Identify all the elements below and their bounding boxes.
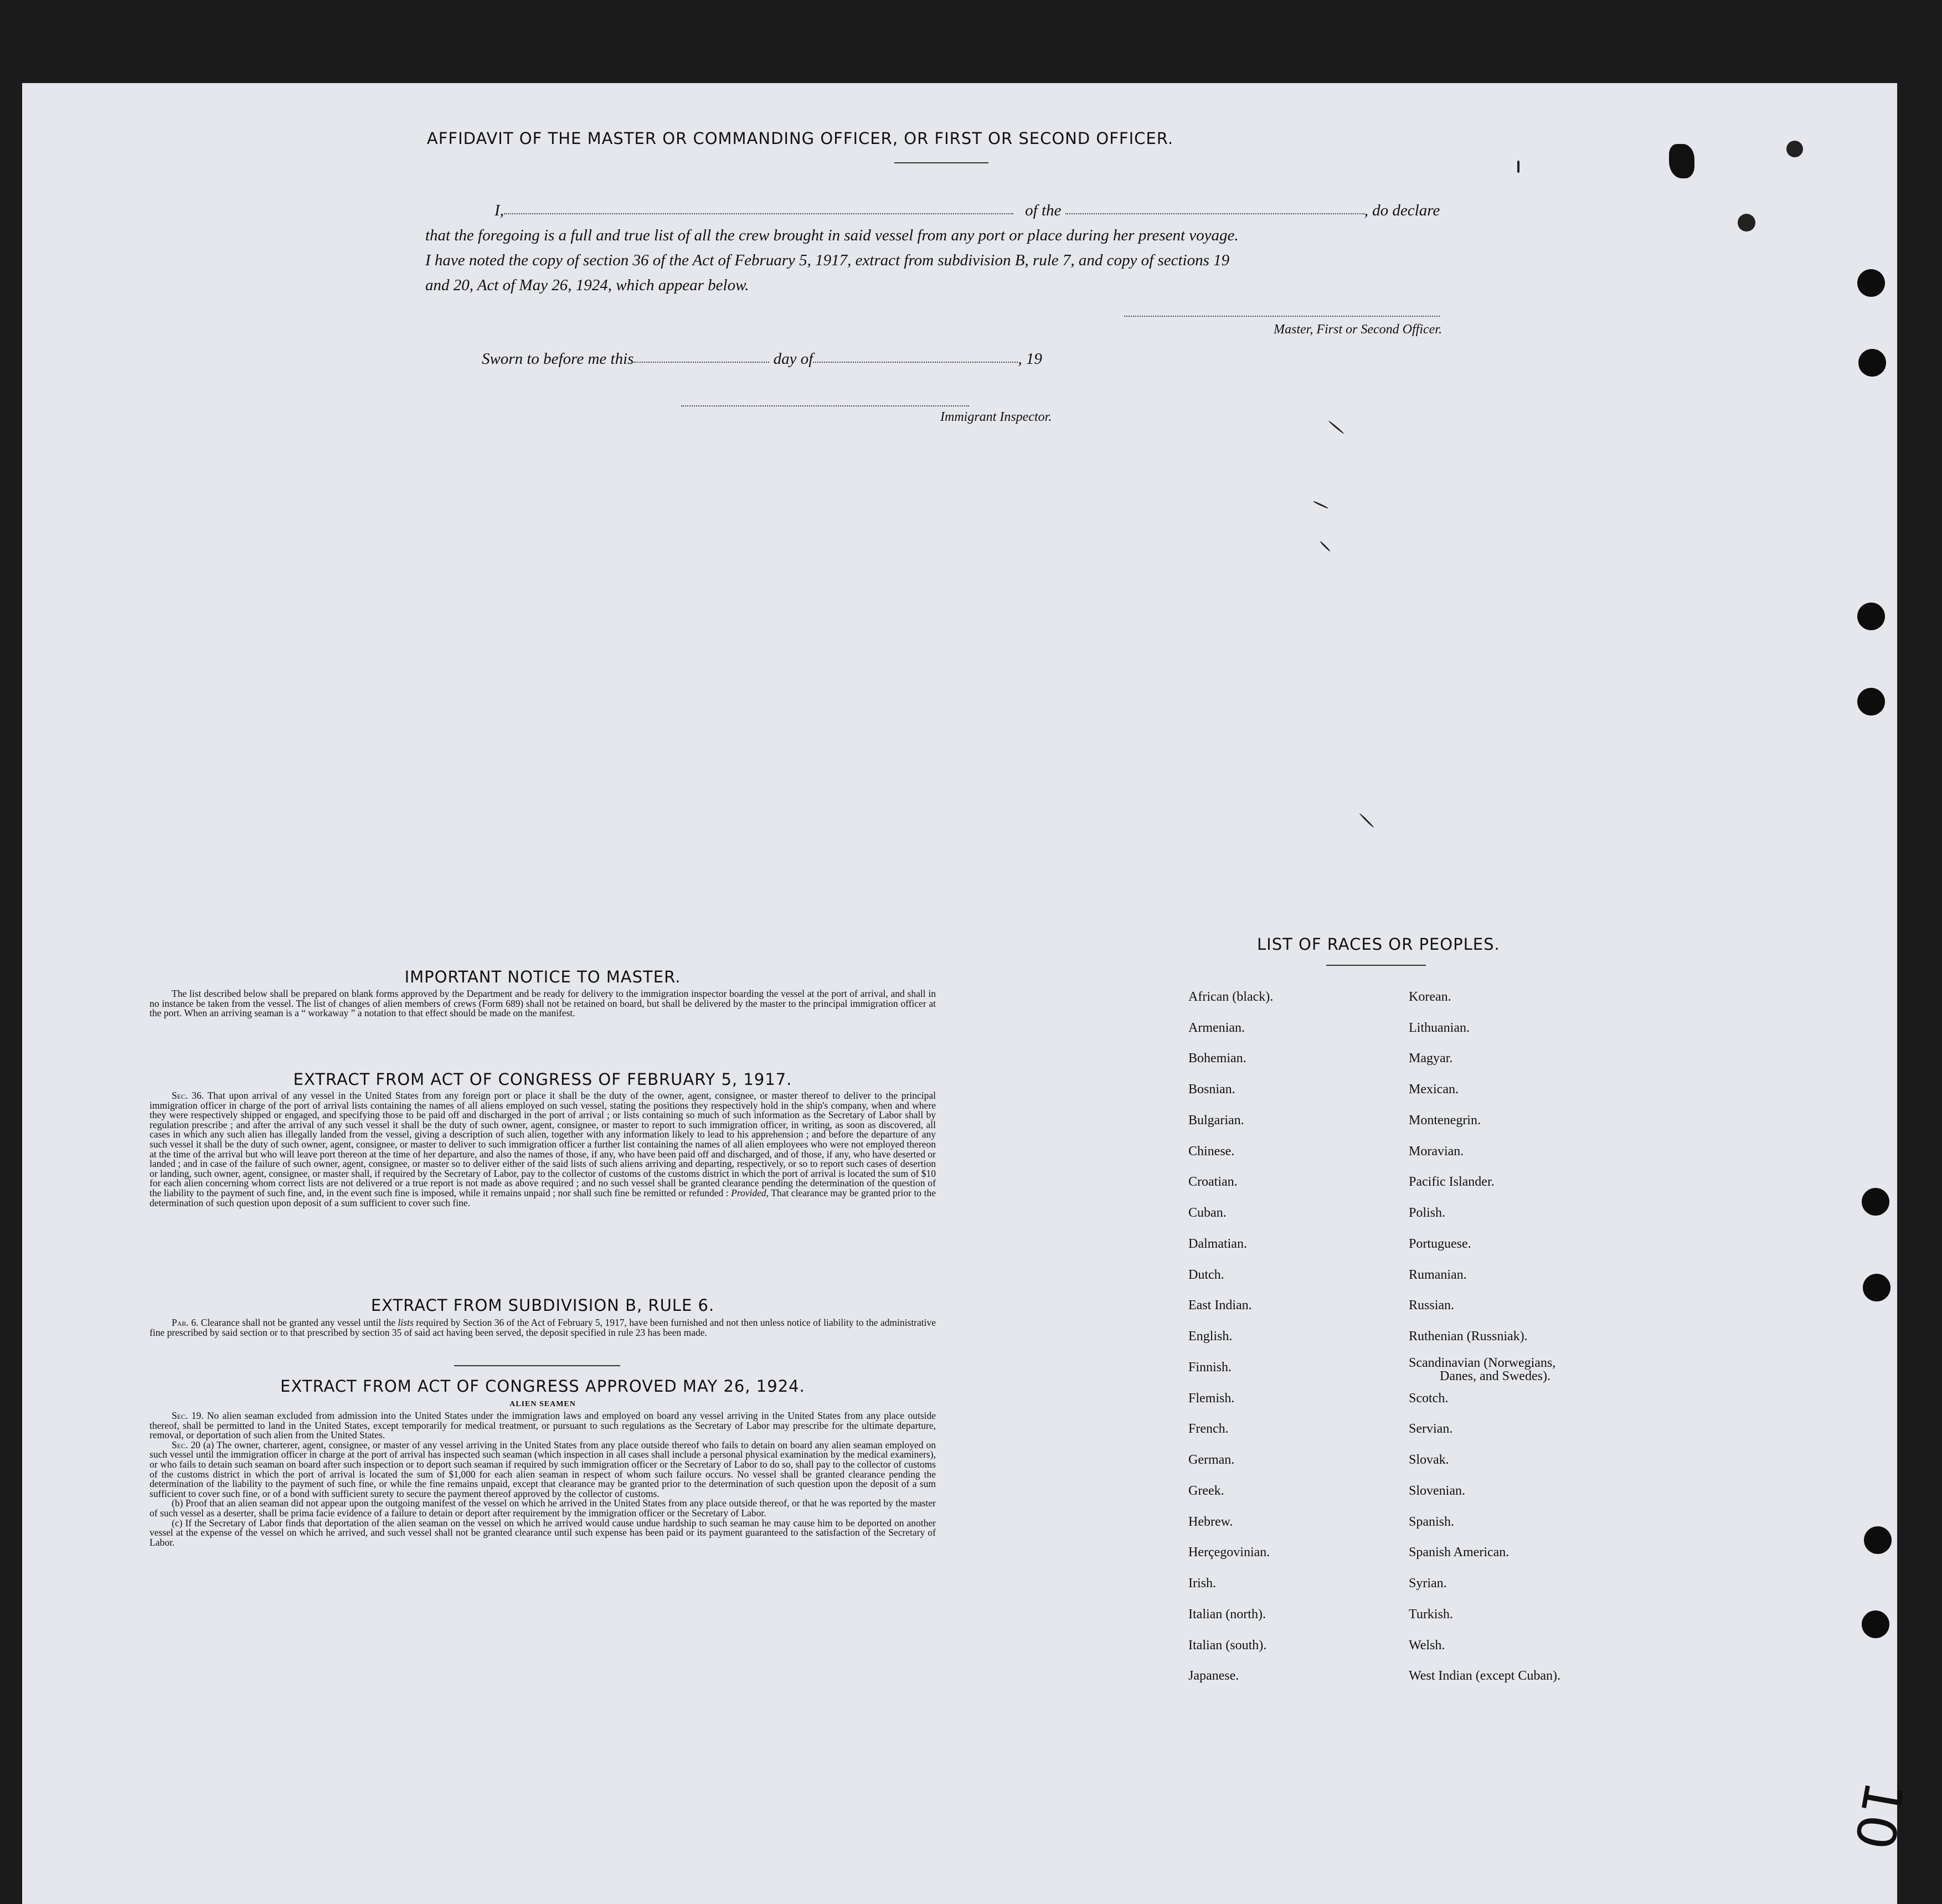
binder-hole	[1857, 269, 1885, 297]
sworn-year: , 19	[1018, 350, 1042, 368]
sec-20a-text: (a) The owner, charterer, agent, consignee, or master of any vessel arriving in the United States from any place outside thereof who fails to detain on board any alien seaman employed on such vessel until the immigration officer in charge at the port of arrival has inspected such seaman (which inspection in all cases shall include a personal physical examination by the medical examiners), or who fails to detain such seaman on board after such inspection or to deport such seaman if required by such immigration officer or the Secretary of Labor to do so, shall pay to the collector of customs of the customs district in which the port of arrival is located the sum of $1,000 for each alien seaman in respect of whom such failure occurs. No vessel shall be granted clearance pending the determination of the liability to the payment of such fine, or while the fine remains unpaid, except that clearance may be granted prior to the determination of such question upon the deposit of a sum sufficient to cover such fine, or of a bond with sufficient surety to secure the payment thereof approved by the collector of customs.	[150, 1439, 936, 1499]
par-6-label: Par. 6.	[172, 1317, 199, 1328]
affidavit-line-1	[425, 198, 1505, 223]
race-item: Polish.	[1409, 1206, 1446, 1220]
notice-body	[150, 989, 936, 1018]
sec-36-text: That upon arrival of any vessel in the United States from any foreign port or place it shall be the duty of the owner, agent, consignee, or master thereof to deliver to the principal immigration officer in charge of the port of arrival lists containing the names of all aliens employed on such vessel, stating the positions they respectively hold in the ship's company, when and where they were respectively shipped or engaged, and specifying those to be paid off and discharged in the port of arrival ; or lists containing so much of such information as the Secretary of Labor shall by regulation prescribe ; and after the arrival of any such vessel it shall be the duty of such owner, agent, consignee, or master to report to such immigration officer, in writing, as soon as discovered, all cases in which any such alien has illegally landed from the vessel, giving a description of such alien, together with any information likely to lead to his apprehension ; and before the departure of any such vessel it shall be the duty of such owner, agent, consignee, or master to deliver to such immigration officer a further list containing the names of all alien employees who were not employed thereon at the time of the arrival but who will leave port thereon at the time of her departure, and also the names of those, if any, who have been paid off and discharged, and of those, if any, who have deserted or landed ; and in case of the failure of such owner, agent, consignee, or master so to deliver either of the said lists of such aliens arriving and departing, respectively, or so to report such cases of desertion or landing, such owner, agent, consignee, or master shall, if required by the Secretary of Labor, pay to the collector of customs of the customs district in which the port of arrival is located the sum of $10 for each alien concerning whom correct lists are not delivered or a true report is not made as above required ; and no such vessel shall be granted clearance pending the determination of the question of the liability to the payment of such fine, and, in the event such fine is imposed, while it remains unpaid ; nor shall such fine be remitted or refunded :	[150, 1090, 936, 1198]
race-item: Pacific Islander.	[1409, 1175, 1495, 1189]
stray-mark	[1517, 161, 1519, 173]
stray-mark	[1320, 541, 1331, 552]
race-item-continued: Danes, and Swedes).	[1440, 1369, 1550, 1383]
alien-seamen-subtitle: ALIEN SEAMEN	[509, 1400, 576, 1408]
par-6-text-end: required by Section 36 of the Act of February 5, 1917, have been furnished and not then unless notice of liability to the administrative fine prescribed by said section or to that prescribed by section 35 of said act having been served, the deposit specified in rule 23 has been made.	[150, 1317, 936, 1338]
race-item: Spanish American.	[1409, 1545, 1510, 1560]
stray-mark	[1359, 813, 1374, 829]
race-item: Slovenian.	[1409, 1484, 1465, 1498]
race-item: Spanish.	[1409, 1515, 1455, 1529]
binder-hole	[1858, 349, 1886, 377]
affidavit-i: I,	[494, 202, 504, 219]
notice-text: The list described below shall be prepared on blank forms approved by the Department and be ready for delivery to the immigration inspector boarding the vessel at the port of arrival, and shall in no instance be taken from the vessel. The list of changes of alien members of crews (Form 689) shall not be retained on board, but shall be delivered by the master to the principal immigration officer at the port. When an arriving seaman is a “ workaway ” a notation to that effect should be made on the manifest.	[150, 988, 936, 1019]
race-item: Flemish.	[1188, 1391, 1235, 1406]
race-item: Hebrew.	[1188, 1515, 1233, 1529]
page-number: 10	[1842, 1777, 1915, 1854]
race-item: French.	[1188, 1422, 1229, 1436]
race-item: Japanese.	[1188, 1669, 1239, 1683]
race-item: Bohemian.	[1188, 1051, 1246, 1066]
race-item: Turkish.	[1409, 1607, 1453, 1622]
sworn-day-blank[interactable]	[633, 357, 769, 363]
affidavit-line-2: that the foregoing is a full and true list of all the crew brought in said vessel from any port or place during her present voyage.	[425, 227, 1239, 244]
affidavit-title: AFFIDAVIT OF THE MASTER OR COMMANDING OFFICER, OR FIRST OR SECOND OFFICER.	[426, 129, 1174, 148]
binder-hole	[1857, 688, 1885, 716]
race-item: African (black).	[1188, 990, 1274, 1004]
stray-mark	[1328, 420, 1345, 434]
races-title: LIST OF RACES OR PEOPLES.	[1257, 935, 1500, 954]
sworn-text: Sworn to before me this	[482, 350, 634, 368]
name-blank[interactable]	[504, 209, 1013, 214]
affidavit-of-the: of the	[1025, 202, 1062, 219]
race-item: Bulgarian.	[1188, 1113, 1244, 1128]
race-item: Welsh.	[1409, 1638, 1445, 1653]
race-item: Korean.	[1409, 990, 1451, 1004]
race-item: Montenegrin.	[1409, 1113, 1481, 1128]
race-item: East Indian.	[1188, 1298, 1252, 1313]
race-item: Italian (south).	[1188, 1638, 1267, 1653]
race-item: Ruthenian (Russniak).	[1409, 1329, 1528, 1344]
act-1917-body	[150, 1091, 936, 1208]
provided-word: Provided,	[731, 1187, 769, 1198]
race-item: Chinese.	[1188, 1144, 1235, 1159]
races-divider	[1326, 965, 1426, 966]
rule-6-divider	[454, 1365, 620, 1366]
sec-36-text-end: That clearance may be granted prior to the determination of such question upon deposit of a sum sufficient to cover such fine.	[150, 1187, 936, 1208]
binder-hole	[1862, 1188, 1889, 1216]
race-item: Syrian.	[1409, 1576, 1447, 1591]
ink-blot-mark	[1669, 144, 1694, 178]
par-6-text: Clearance shall not be granted any vessel until the	[200, 1317, 396, 1328]
race-item: Finnish.	[1188, 1360, 1232, 1375]
hole-mark	[1738, 214, 1755, 231]
lists-word: lists	[398, 1317, 414, 1328]
master-signature-label: Master, First or Second Officer.	[1274, 322, 1442, 337]
race-item: English.	[1188, 1329, 1233, 1344]
race-item: Cuban.	[1188, 1206, 1227, 1220]
race-item: Herçegovinian.	[1188, 1545, 1270, 1560]
race-item: Moravian.	[1409, 1144, 1464, 1159]
hole-mark	[1786, 141, 1803, 157]
sec-20-label: Sec. 20	[172, 1439, 200, 1450]
binder-hole	[1864, 1526, 1892, 1554]
sec-20b-text: (b) Proof that an alien seaman did not appear upon the outgoing manifest of the vessel on which he arrived in the United States from any place outside thereof, or that he was reported by the master of such vessel as a deserter, shall be prima facie evidence of a failure to detain or deport after requirement by the immigration officer or the Secretary of Labor.	[150, 1498, 936, 1519]
race-item: Armenian.	[1188, 1021, 1245, 1035]
race-item: Scandinavian (Norwegians,	[1409, 1356, 1556, 1370]
stray-mark	[1313, 501, 1328, 509]
notice-title: IMPORTANT NOTICE TO MASTER.	[404, 968, 681, 986]
race-item: Servian.	[1409, 1422, 1453, 1436]
race-item: Scotch.	[1409, 1391, 1449, 1406]
race-item: Greek.	[1188, 1484, 1224, 1498]
race-item: Dalmatian.	[1188, 1237, 1247, 1251]
sec-36-label: Sec. 36.	[172, 1090, 204, 1101]
race-item: Italian (north).	[1188, 1607, 1266, 1622]
inspector-signature-line[interactable]	[681, 405, 969, 406]
rule-6-title: EXTRACT FROM SUBDIVISION B, RULE 6.	[370, 1296, 715, 1315]
race-item: Portuguese.	[1409, 1237, 1471, 1251]
document-page	[22, 83, 1915, 1904]
act-1924-body	[150, 1411, 936, 1547]
race-item: Dutch.	[1188, 1268, 1224, 1282]
inspector-label: Immigrant Inspector.	[940, 410, 1052, 424]
affidavit-line-4: and 20, Act of May 26, 1924, which appear below.	[425, 276, 749, 294]
race-item: Magyar.	[1409, 1051, 1453, 1066]
race-item: West Indian (except Cuban).	[1409, 1669, 1560, 1683]
race-item: Mexican.	[1409, 1082, 1459, 1097]
affidavit-declare: , do declare	[1364, 202, 1440, 219]
race-item: Lithuanian.	[1409, 1021, 1470, 1035]
race-item: Russian.	[1409, 1298, 1455, 1313]
race-item: Irish.	[1188, 1576, 1216, 1591]
rule-6-body	[150, 1318, 936, 1337]
race-item: Bosnian.	[1188, 1082, 1235, 1097]
binder-hole	[1857, 603, 1885, 630]
affidavit-line-3: I have noted the copy of section 36 of the Act of February 5, 1917, extract from subdivision B, rule 7, and copy of sections 19	[425, 251, 1230, 269]
sworn-day-of: day of	[773, 350, 813, 368]
binder-hole	[1862, 1610, 1889, 1638]
sworn-statement	[482, 350, 1042, 368]
race-item: Slovak.	[1409, 1453, 1449, 1467]
race-item: Croatian.	[1188, 1175, 1238, 1189]
sec-20c-text: (c) If the Secretary of Labor finds that deportation of the alien seaman on the vessel on which he arrived would cause undue hardship to such seaman he may cause him to be deported on another vessel at the expense of the vessel on which he arrived, and such vessel shall not be granted clearance until such expense has been paid or its payment guaranteed to the satisfaction of the Secretary of Labor.	[150, 1517, 936, 1548]
vessel-blank[interactable]	[1065, 209, 1364, 214]
act-1917-title: EXTRACT FROM ACT OF CONGRESS OF FEBRUARY 5, 1917.	[293, 1070, 792, 1089]
race-item: Rumanian.	[1409, 1268, 1467, 1282]
title-divider	[894, 162, 988, 163]
race-item: German.	[1188, 1453, 1235, 1467]
binder-hole	[1863, 1274, 1891, 1301]
sworn-month-blank[interactable]	[813, 357, 1018, 363]
act-1924-title: EXTRACT FROM ACT OF CONGRESS APPROVED MAY 26, 1924.	[280, 1377, 805, 1396]
sec-19-text: No alien seaman excluded from admission into the United States under the immigration laws and employed on board any vessel arriving in the United States from any place outside thereof, shall be permitted to land in the United States, except temporarily for medical treatment, or pursuant to such regulations as the Secretary of Labor may prescribe for the ultimate departure, removal, or deportation of such alien from the United States.	[150, 1410, 936, 1441]
sec-19-label: Sec. 19.	[172, 1410, 204, 1421]
master-signature-line[interactable]	[1124, 316, 1440, 317]
